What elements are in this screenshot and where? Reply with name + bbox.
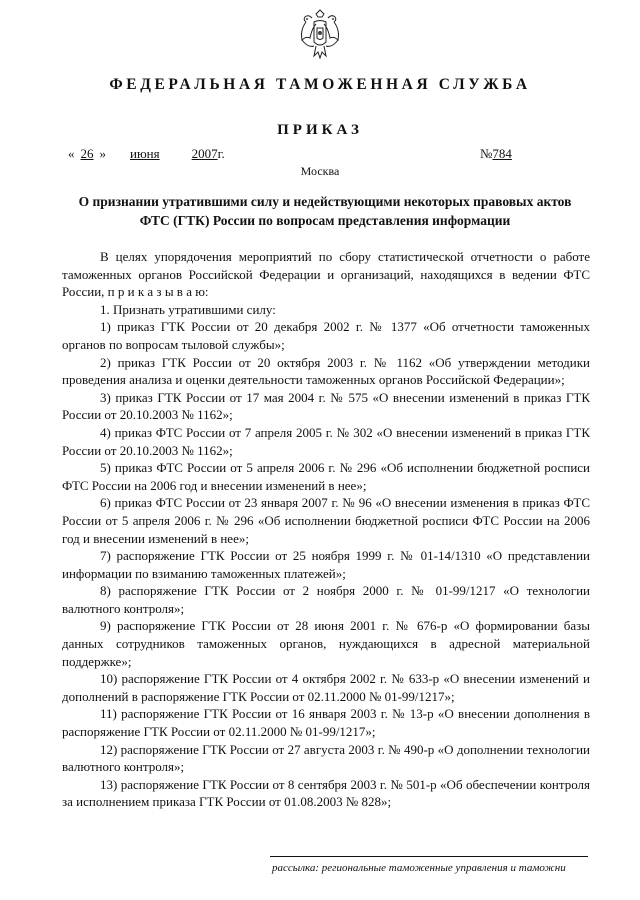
date-open-quote: « xyxy=(68,146,75,161)
list-item: 11) распоряжение ГТК России от 16 января 2003 г. № 13-р «О внесении дополнения в распоряжение ГТК России от 02.11.2000 № 01-99/1217»; xyxy=(62,706,590,740)
document-title: О признании утратившими силу и недействующими некоторых правовых актов ФТС (ГТК) России по вопросам представления информации xyxy=(78,194,572,228)
paragraph-intro: В целях упорядочения мероприятий по сбору статистической отчетности о работе таможенных органов Российской Федерации и организаций, находящихся в ведении ФТС России, п р и к а з ы в а ю: xyxy=(62,249,590,300)
list-item: 5) приказ ФТС России от 5 апреля 2006 г. № 296 «Об исполнении бюджетной росписи ФТС России на 2006 год и внесении изменений в нее»; xyxy=(62,460,590,493)
list-item: 7) распоряжение ГТК России от 25 ноября 1999 г. № 01-14/1310 «О представлении информации по взиманию таможенных платежей»; xyxy=(62,548,590,581)
city: Москва xyxy=(300,164,340,178)
date-day: 26 xyxy=(80,146,94,161)
number-prefix: № xyxy=(480,146,493,161)
list-item: 13) распоряжение ГТК России от 8 сентября 2003 г. № 501-р «Об обеспечении контроля за исполнением приказа ГТК России от 01.08.2003 № 828»; xyxy=(62,776,590,810)
list-item: 8) распоряжение ГТК России от 2 ноября 2000 г. № 01-99/1217 «О технологии валютного контроля»; xyxy=(62,583,590,616)
document-body xyxy=(62,248,590,811)
order-number xyxy=(480,146,542,162)
list-item: 9) распоряжение ГТК России от 28 июня 2001 г. № 676-р «О формировании базы данных сотрудников таможенных органов, нуждающихся в адресной материальной поддержке»; xyxy=(62,618,590,669)
list-item: 6) приказ ФТС России от 23 января 2007 г. № 96 «О внесении изменения в приказ ФТС России от 5 апреля 2006 г. № 296 «Об исполнении бюджетной росписи ФТС России на 2006 год и внесении изменений в нее»; xyxy=(62,495,590,546)
list-item: 10) распоряжение ГТК России от 4 октября 2002 г. № 633-р «О внесении изменений и дополнений в распоряжение ГТК России от 02.11.2000 № 01-99/1217»; xyxy=(62,671,590,704)
date-year: 2007 xyxy=(191,146,218,161)
list-item: 1) приказ ГТК России от 20 декабря 2002 г. № 1377 «Об отчетности таможенных органов по вопросам тыловой службы»; xyxy=(62,319,590,352)
list-item: 3) приказ ГТК России от 17 мая 2004 г. № 575 «О внесении изменений в приказ ГТК России от 20.10.2003 № 1162»; xyxy=(62,389,590,423)
number-value: 784 xyxy=(492,146,512,161)
order-date xyxy=(68,146,225,162)
order-title: ПРИКАЗ xyxy=(277,122,363,138)
date-suffix: г. xyxy=(217,146,225,161)
date-month: июня xyxy=(130,146,160,161)
list-item: 4) приказ ФТС России от 7 апреля 2005 г. № 302 «О внесении изменений в приказ ГТК России от 20.10.2003 № 1162»; xyxy=(62,424,590,458)
agency-name: ФЕДЕРАЛЬНАЯ ТАМОЖЕННАЯ СЛУЖБА xyxy=(109,76,531,93)
distribution-note: рассылка: региональные таможенные управления и таможни xyxy=(272,862,566,874)
double-headed-eagle-emblem-icon xyxy=(298,8,342,64)
list-item: 2) приказ ГТК России от 20 октября 2003 г. № 1162 «Об утверждении методики проведения анализа и оценки деятельности таможенных органов Российской Федерации»; xyxy=(62,354,590,388)
date-close-quote: » xyxy=(99,146,106,161)
list-item: 12) распоряжение ГТК России от 27 августа 2003 г. № 490-р «О дополнении технологии валютного контроля»; xyxy=(62,741,590,775)
footer-divider xyxy=(270,856,588,857)
paragraph: 1. Признать утратившими силу: xyxy=(100,301,276,317)
